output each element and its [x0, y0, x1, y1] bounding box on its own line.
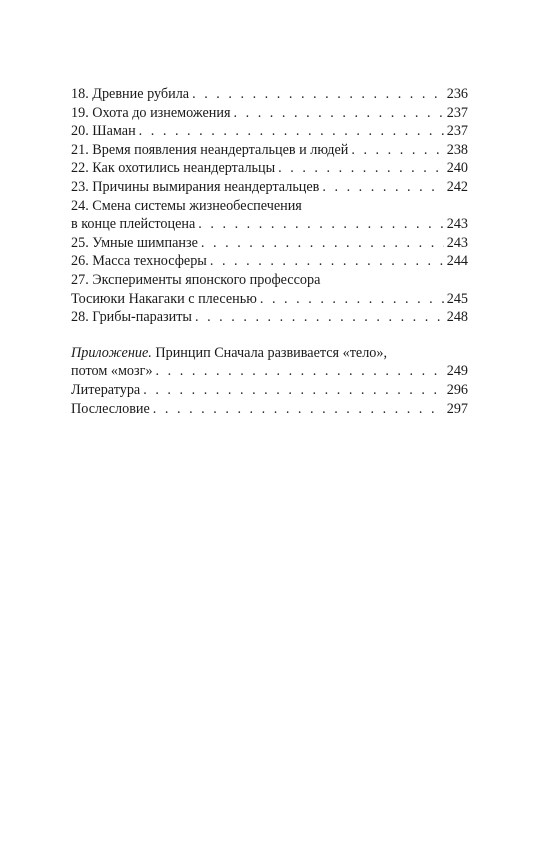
toc-entry-line [71, 215, 468, 234]
toc-entry [71, 122, 468, 141]
toc-entry [71, 234, 468, 253]
dot-leader [195, 215, 444, 234]
dot-leader [231, 104, 445, 123]
section-spacer [71, 327, 468, 344]
toc-entry-title: 26. Масса техносферы [71, 253, 207, 270]
toc-entry-title: 19. Охота до изнеможения [71, 104, 231, 121]
toc-entry-title: 18. Древние рубила [71, 86, 190, 102]
toc-page-number: 240 [446, 160, 468, 177]
toc-entry-title: 23. Причины вымирания неандертальцев [71, 178, 320, 195]
toc-entry-title: 22. Как охотились неандертальцы [71, 160, 276, 177]
toc-entry-title: Послесловие [71, 400, 150, 417]
toc-entry-literature [71, 381, 468, 400]
dot-leader [198, 234, 444, 253]
toc-entry [71, 197, 468, 234]
toc-entry-appendix [71, 344, 468, 381]
toc-page-number: 244 [446, 253, 468, 270]
toc-entry-title: Литература [71, 381, 141, 398]
table-of-contents [71, 85, 468, 418]
toc-entry-line [71, 159, 468, 178]
toc-page-number: 248 [446, 309, 468, 326]
toc-entry-line [71, 85, 468, 104]
toc-entry-line [71, 178, 468, 197]
toc-page-number: 297 [446, 400, 468, 417]
toc-entry [71, 271, 468, 308]
toc-entry-title: 28. Грибы-паразиты [71, 309, 192, 326]
toc-page-number: 238 [446, 141, 468, 158]
toc-entry [71, 104, 468, 123]
toc-entry [71, 159, 468, 178]
toc-page-number: 243 [446, 234, 468, 251]
toc-entry-line [71, 381, 468, 400]
toc-entry-line [71, 252, 468, 271]
toc-entry [71, 308, 468, 327]
toc-entry-afterword [71, 400, 468, 419]
toc-entry [71, 141, 468, 160]
toc-entry-line [71, 141, 468, 160]
toc-page-number: 236 [446, 86, 468, 102]
toc-entry [71, 178, 468, 197]
dot-leader [257, 290, 444, 309]
dot-leader [189, 85, 444, 104]
toc-page-number: 237 [446, 123, 468, 140]
toc-entry-title-line1: 27. Эксперименты японского профессора [71, 271, 321, 288]
dot-leader [150, 400, 444, 419]
toc-list [71, 85, 468, 418]
toc-page-number: 243 [446, 216, 468, 233]
dot-leader [136, 122, 444, 141]
dot-leader [207, 252, 444, 271]
toc-page-number: 249 [446, 363, 468, 380]
toc-page-number: 296 [446, 381, 468, 398]
toc-entry [71, 85, 468, 104]
dot-leader [319, 178, 444, 197]
dot-leader [192, 308, 444, 327]
toc-entry-line [71, 290, 468, 309]
toc-entry-line [71, 104, 468, 123]
toc-entry-title: потом «мозг» [71, 363, 153, 380]
appendix-title-line1: Принцип Сначала развивается «тело», [151, 344, 388, 361]
toc-appendix-line1 [71, 344, 468, 363]
toc-entry-line [71, 308, 468, 327]
toc-entry-title: в конце плейстоцена [71, 216, 196, 233]
toc-entry-line [71, 234, 468, 253]
toc-page-number: 245 [446, 290, 468, 307]
toc-entry-line [71, 122, 468, 141]
toc-entry-title: Тосиюки Накагаки с плесенью [71, 290, 257, 307]
dot-leader [275, 159, 444, 178]
dot-leader [153, 362, 444, 381]
toc-entry-title: 25. Умные шимпанзе [71, 234, 198, 251]
toc-page-number: 242 [446, 178, 468, 195]
toc-entry-title: 21. Время появления неандертальцев и людей [71, 141, 349, 158]
toc-entry-title-line1: 24. Смена системы жизнеобеспечения [71, 197, 302, 214]
toc-entry-line [71, 362, 468, 381]
toc-entry-title: 20. Шаман [71, 123, 136, 140]
toc-entry [71, 252, 468, 271]
appendix-label: Приложение. [71, 344, 152, 361]
dot-leader [348, 141, 444, 160]
toc-page-number: 237 [446, 104, 468, 121]
toc-entry-line [71, 400, 468, 419]
dot-leader [140, 381, 444, 400]
